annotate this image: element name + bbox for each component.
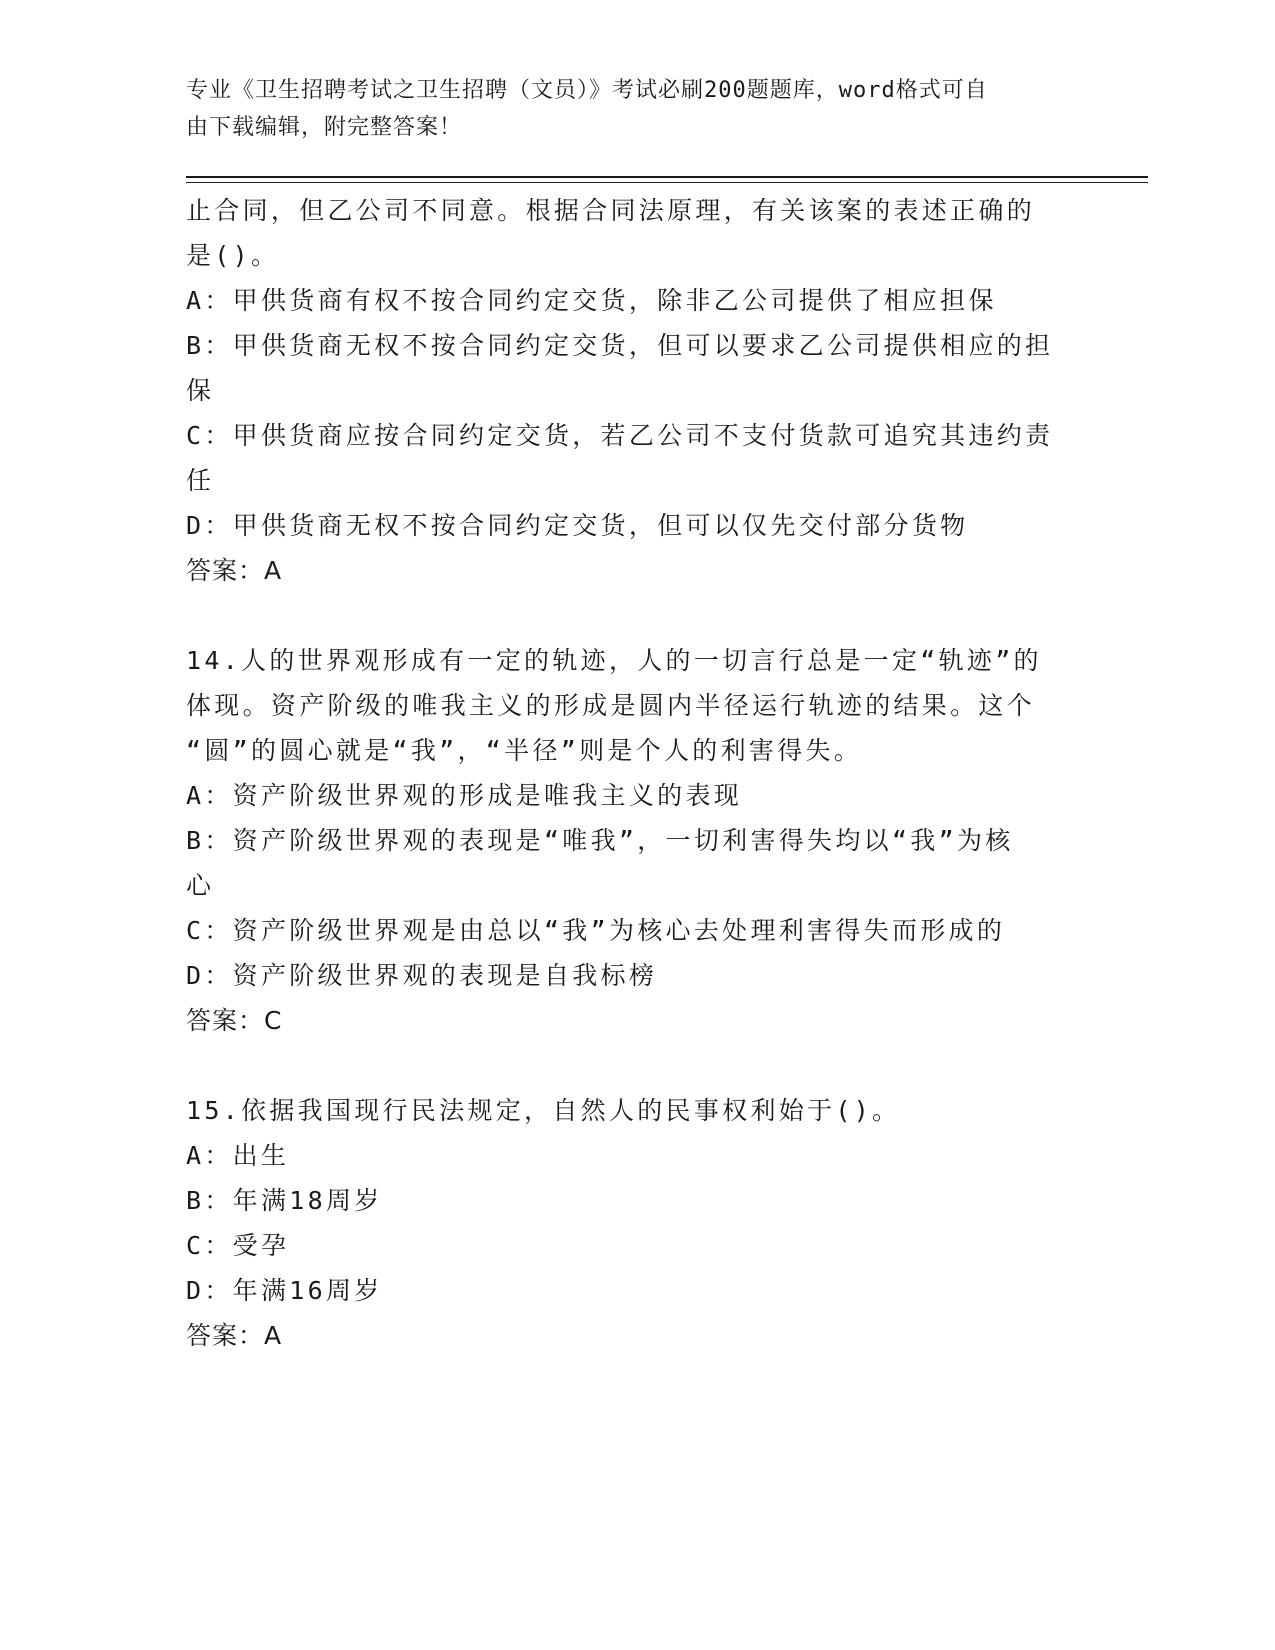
question-list xyxy=(186,188,1086,1358)
option-a: A：甲供货商有权不按合同约定交货，除非乙公司提供了相应担保 xyxy=(186,286,997,315)
question-13 xyxy=(186,188,1086,593)
option-b-continued: 心 xyxy=(186,871,215,900)
option-c: C：受孕 xyxy=(186,1231,290,1260)
option-a: A：资产阶级世界观的形成是唯我主义的表现 xyxy=(186,781,743,810)
option-c-continued: 任 xyxy=(186,466,215,495)
question-stem-line: “圆”的圆心就是“我”，“半径”则是个人的利害得失。 xyxy=(186,736,863,765)
answer: 答案：A xyxy=(186,556,283,585)
header-divider-thick xyxy=(186,176,1148,178)
question-14 xyxy=(186,638,1086,1043)
option-d: D：年满16周岁 xyxy=(186,1276,383,1305)
question-stem-line: 14.人的世界观形成有一定的轨迹，人的一切言行总是一定“轨迹”的 xyxy=(186,646,1042,675)
option-a: A：出生 xyxy=(186,1141,290,1170)
option-c: C：甲供货商应按合同约定交货，若乙公司不支付货款可追究其违约责 xyxy=(186,421,1054,450)
option-d: D：甲供货商无权不按合同约定交货，但可以仅先交付部分货物 xyxy=(186,511,969,540)
question-stem-line: 是()。 xyxy=(186,241,280,270)
option-c: C：资产阶级世界观是由总以“我”为核心去处理利害得失而形成的 xyxy=(186,916,1006,945)
header-divider-thin xyxy=(186,182,1148,183)
question-15 xyxy=(186,1088,1086,1358)
question-stem-line: 止合同，但乙公司不同意。根据合同法原理，有关该案的表述正确的 xyxy=(186,196,1036,225)
option-b: B：甲供货商无权不按合同约定交货，但可以要求乙公司提供相应的担 xyxy=(186,331,1054,360)
header-title-line-2: 由下载编辑，附完整答案！ xyxy=(186,115,463,140)
answer: 答案：C xyxy=(186,1006,283,1035)
question-spacer xyxy=(186,593,1086,638)
option-b-continued: 保 xyxy=(186,376,215,405)
option-b: B：年满18周岁 xyxy=(186,1186,383,1215)
question-stem-line: 体现。资产阶级的唯我主义的形成是圆内半径运行轨迹的结果。这个 xyxy=(186,691,1036,720)
option-b: B：资产阶级世界观的表现是“唯我”，一切利害得失均以“我”为核 xyxy=(186,826,1014,855)
question-stem-line: 15.依据我国现行民法规定，自然人的民事权利始于()。 xyxy=(186,1096,901,1125)
header-title-line-1: 专业《卫生招聘考试之卫生招聘（文员）》考试必刷200题题库，word格式可自 xyxy=(186,78,988,103)
option-d: D：资产阶级世界观的表现是自我标榜 xyxy=(186,961,658,990)
answer: 答案：A xyxy=(186,1321,283,1350)
question-spacer xyxy=(186,1043,1086,1088)
document-header xyxy=(186,72,1066,146)
